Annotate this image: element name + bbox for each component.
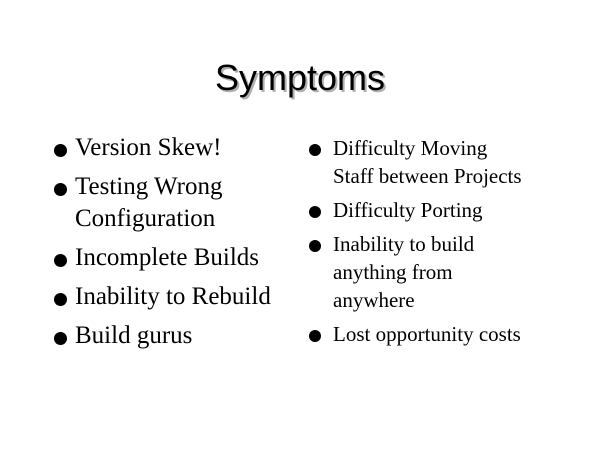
bullet-icon [54, 183, 67, 196]
bullet-icon [54, 144, 67, 157]
list-item [54, 132, 314, 164]
bullet-icon [309, 206, 321, 218]
list-item [309, 320, 589, 348]
bullet-icon [54, 332, 67, 345]
right-bullet-list [309, 134, 589, 354]
list-item [309, 230, 589, 314]
bullet-text: Build gurus [75, 322, 193, 349]
bullet-text: Testing Wrong Configuration [75, 173, 223, 232]
list-item [309, 134, 589, 190]
bullet-text: Difficulty Porting [333, 198, 483, 222]
bullet-text: Inability to Rebuild [75, 283, 271, 310]
list-item [54, 281, 314, 313]
bullet-icon [309, 330, 321, 342]
bullet-text: Incomplete Builds [75, 244, 259, 271]
bullet-text: Inability to build anything from anywhere [333, 232, 475, 312]
bullet-icon [309, 144, 321, 156]
list-item [54, 320, 314, 352]
bullet-text: Lost opportunity costs [333, 322, 521, 346]
list-item [309, 196, 589, 224]
left-bullet-list [54, 132, 314, 359]
bullet-text: Difficulty Moving Staff between Projects [333, 136, 522, 188]
list-item [54, 242, 314, 274]
list-item [54, 171, 314, 235]
bullet-icon [309, 240, 321, 252]
bullet-text: Version Skew! [75, 134, 222, 161]
bullet-icon [54, 293, 67, 306]
slide-title: Symptoms [214, 57, 386, 98]
bullet-icon [54, 254, 67, 267]
